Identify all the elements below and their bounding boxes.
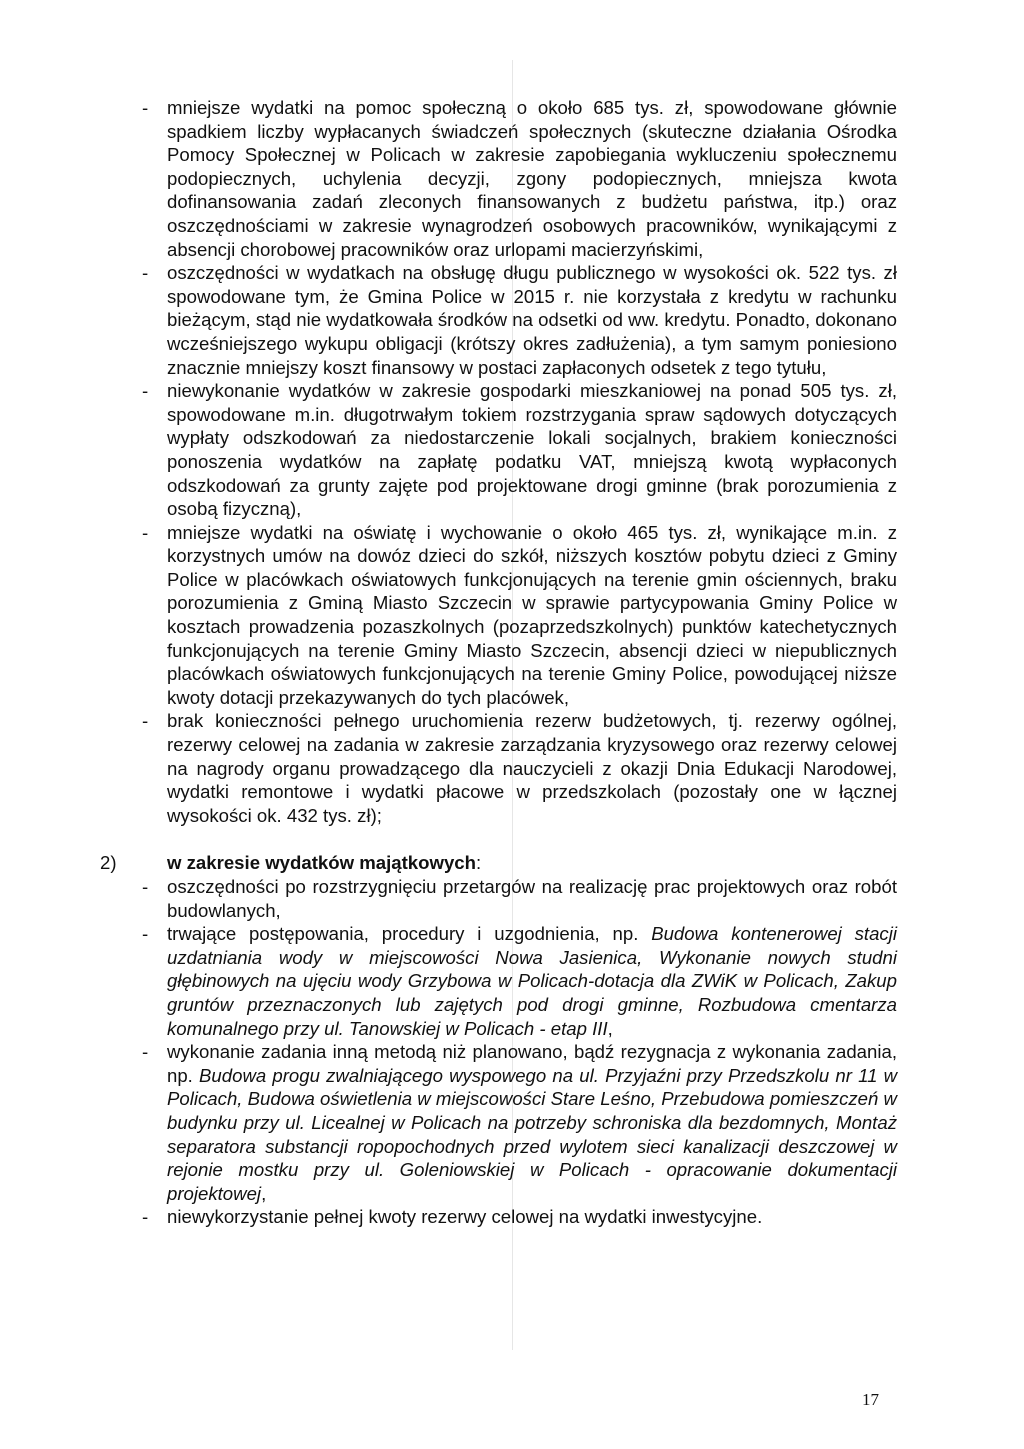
list-item-text: , [607,1017,613,1039]
list-item [0,1205,897,1229]
list-dash: - [142,710,149,732]
list-item-text: oszczędności w wydatkach na obsługę długu publicznego w wysokości ok. 522 tys. zł spowodowane tym, że Gmina Police w 2015 r. nie korzystała z kredytu w rachunku bieżącym, stąd nie wydatkowała środków na odsetki od ww. kredytu. Ponadto, dokonano wcześniejszego wykupu obligacji (krótszy okres zadłużenia), a tym samym poniesiono znacznie mniejszy koszt finansowy w postaci zapłaconych odsetek z tego tytułu, [167,262,897,378]
list-dash: - [142,1041,149,1063]
list-item-italic-text: Budowa progu zwalniającego wyspowego na ul. Przyjaźni przy Przedszkolu nr 11 w Policach, Budowa oświetlenia w miejscowości Stare Leśno, Przebudowa pomieszczeń w budynku przy ul. Licealnej w Policach na potrzeby schroniska dla bezdomnych, Montaż separatora substancji ropopochodnych przed wylotem sieci kanalizacji deszczowej w rejonie mostku przy ul. Goleniowskiej w Policach - opracowanie dokumentacji projektowej [167,1064,898,1204]
list-item [0,96,897,261]
list-dash: - [142,1206,149,1228]
list-item [0,261,897,379]
list-item [0,521,897,710]
list-item-text: mniejsze wydatki na oświatę i wychowanie o około 465 tys. zł, wynikające m.in. z korzystnych umów na dowóz dzieci do szkół, niższych kosztów pobytu dzieci z Gminy Police w placówkach oświatowych funkcjonujących na terenie gmin ościennych, braku porozumienia z Gminą Miasto Szczecin w sprawie partycypowania Gminy Police w kosztach prowadzenia pozaszkolnych (pozaprzedszkolnych) punktów katechetycznych funkcjonujących na terenie Gminy Miasto Szczecin, absencji dzieci w niepublicznych placówkach oświatowych funkcjonujących na terenie Gminy Police, powodującej niższe kwoty dotacji przekazywanych do tych placówek, [167,521,897,708]
section-title-colon: : [476,852,482,874]
list-item-italic-text: Budowa kontenerowej stacji uzdatniania wody w miejscowości Nowa Jasienica, Wykonanie nowych studni głębinowych na ujęciu wody Grzybowa w Policach-dotacja dla ZWiK w Policach, Zakup gruntów przeznaczonych lub zajętych pod drogi gminne, Rozbudowa cmentarza komunalnego przy ul. Tanowskiej w Policach - etap III [167,923,897,1039]
list-item-text: mniejsze wydatki na pomoc społeczną o około 685 tys. zł, spowodowane głównie spadkiem liczby wypłacanych świadczeń społecznych (skuteczne działania Ośrodka Pomocy Społecznej w Policach w zakresie zapobiegania wykluczeniu społecznemu podopiecznych, uchylenia decyzji, zgony podopiecznych, mniejsza kwota dofinansowania zadań zleconych finansowanych z budżetu państwa, itp.) oraz oszczędnościami w zakresie wynagrodzeń osobowych pracowników, wynikającymi z absencji chorobowej pracowników oraz urlopami macierzyńskimi, [167,97,897,260]
list-item-text: trwające postępowania, procedury i uzgodnienia, np. [167,923,652,945]
list-item [0,922,897,1040]
list-dash: - [142,380,149,402]
list-item [0,379,897,521]
page-number: 17 [862,1390,879,1409]
list-dash: - [142,521,149,543]
list-item-text: niewykonanie wydatków w zakresie gospodarki mieszkaniowej na ponad 505 tys. zł, spowodowane m.in. długotrwałym tokiem rozstrzygania spraw sądowych dotyczących wypłaty odszkodowań za niedostarczenie lokali socjalnych, brakiem konieczności ponoszenia wydatków na zapłatę podatku VAT, mniejszą kwotą wypłaconych odszkodowań za grunty zajęte pod projektowane drogi gminne (brak porozumienia z osobą fizyczną), [167,380,897,520]
list-dash: - [142,876,149,897]
list-item [0,875,897,922]
list-item-text: niewykorzystanie pełnej kwoty rezerwy celowej na wydatki inwestycyjne. [167,1206,763,1228]
list-item-text: brak konieczności pełnego uruchomienia rezerw budżetowych, tj. rezerwy ogólnej, rezerwy celowej na zadania w zakresie zarządzania kryzysowego oraz rezerwy celowej na nagrody organu prowadzącego dla nauczycieli z okazji Dnia Edukacji Narodowej, wydatki remontowe i wydatki płacowe w przedszkolach (pozostały one w łącznej wysokości ok. 432 tys. zł); [167,710,897,826]
list-dash: - [142,97,149,118]
list-item [0,709,897,827]
section-title: w zakresie wydatków majątkowych [167,852,476,874]
section-heading [0,851,897,875]
list-dash: - [142,262,149,284]
list-item [0,1040,897,1205]
list-item-text: , [261,1182,267,1204]
list-dash: - [142,923,149,945]
document-body [0,96,1024,1229]
section-number: 2) [100,852,117,874]
list-item-text: oszczędności po rozstrzygnięciu przetargów na realizację prac projektowych oraz robót budowlanych, [167,876,897,921]
list-item-text: wykonanie zadania inną metodą niż planowano, bądź rezygnacja z wykonania zadania, np. [167,1041,897,1086]
